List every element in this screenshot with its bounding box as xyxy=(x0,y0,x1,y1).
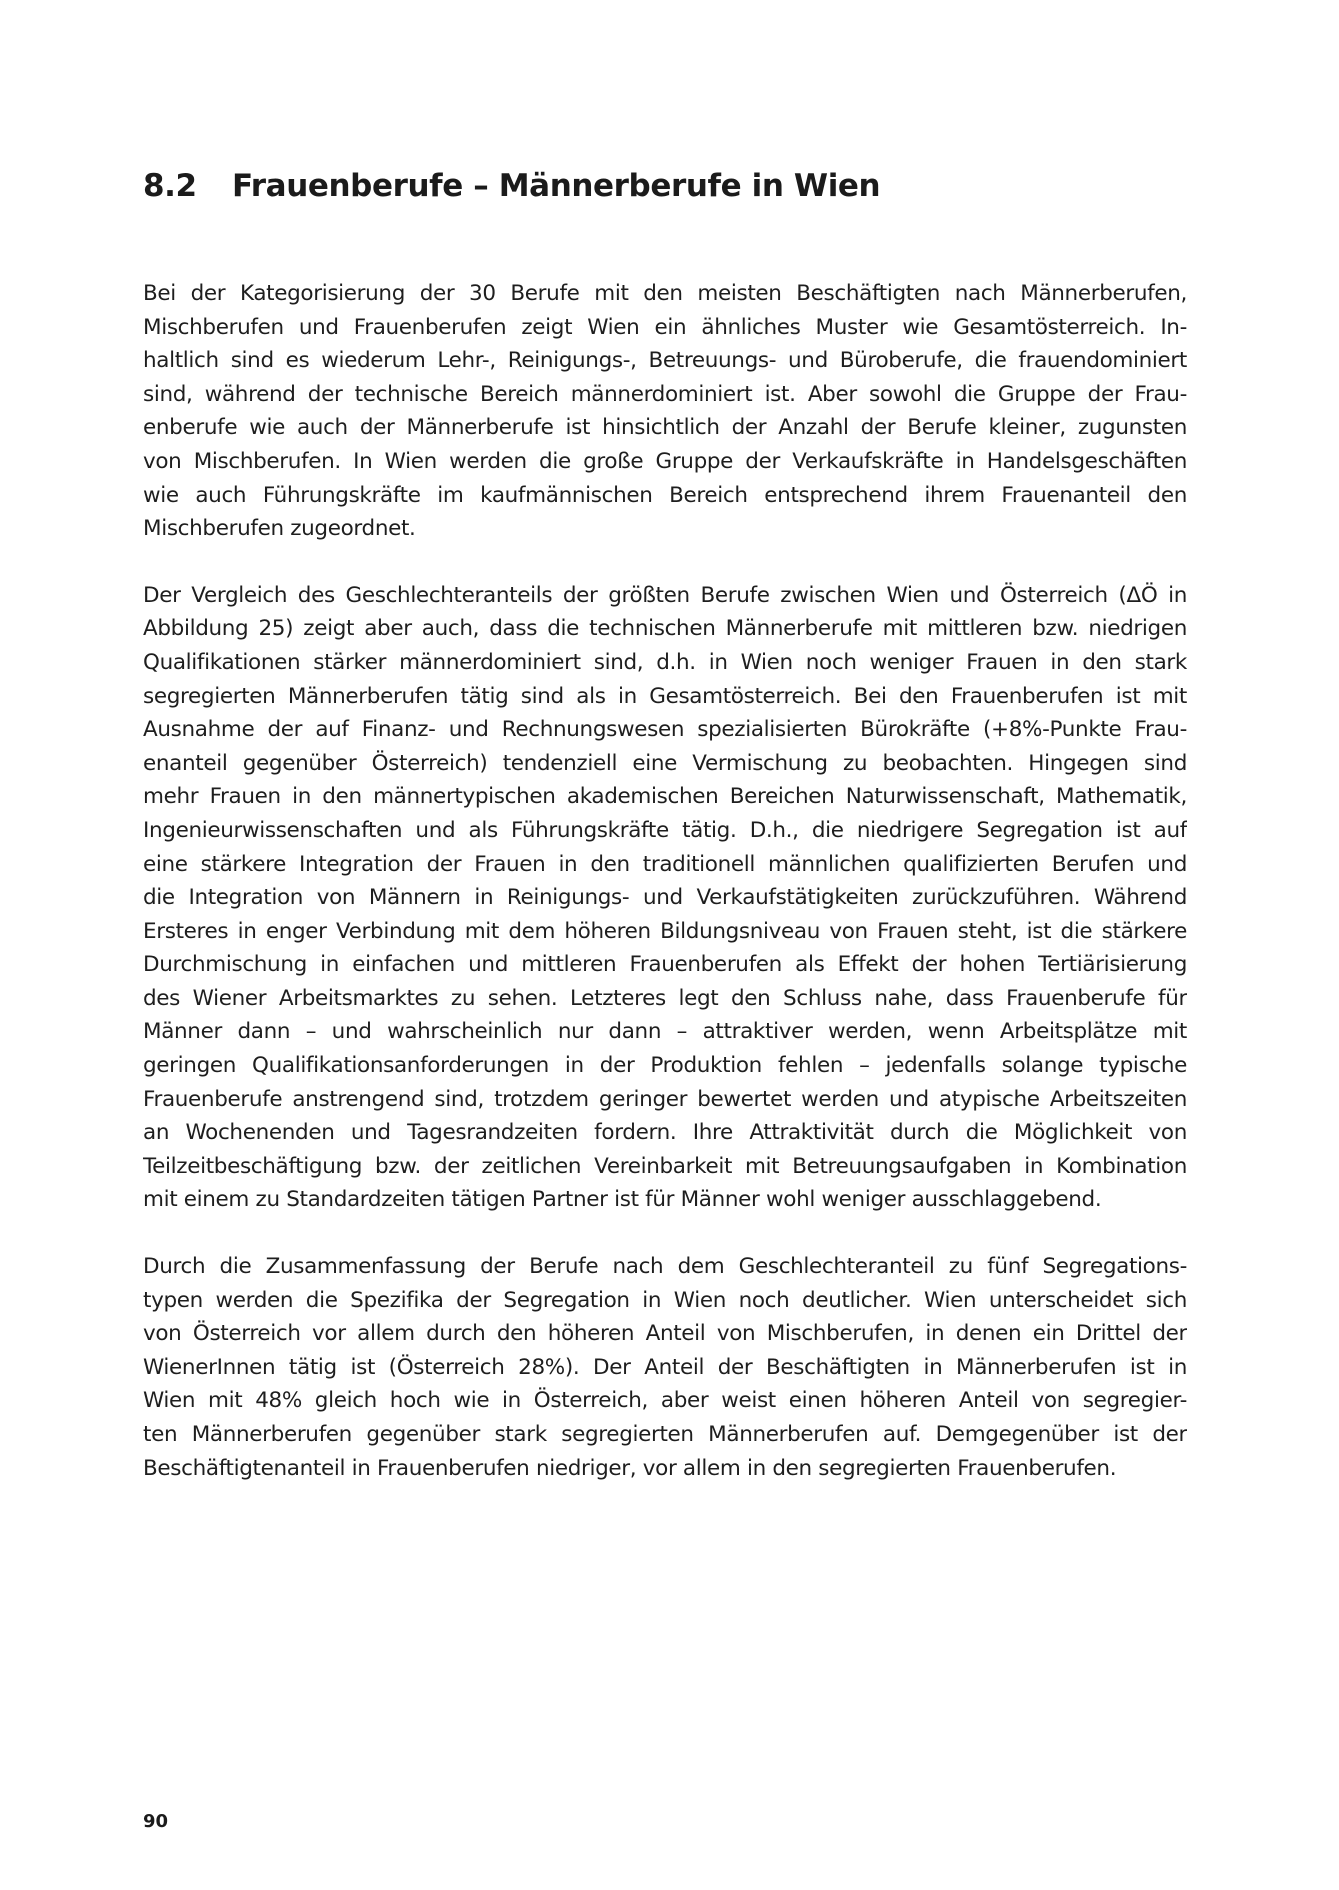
text-line: Ersteres in enger Verbindung mit dem höheren Bildungsniveau von Frauen steht, ist die stärkere xyxy=(143,918,1187,944)
text-line: enanteil gegenüber Österreich) tendenziell eine Vermischung zu beobachten. Hingegen sind xyxy=(143,750,1187,776)
text-line: mit einem zu Standardzeiten tätigen Partner ist für Männer wohl weniger ausschlaggebend. xyxy=(143,1187,1102,1213)
text-line: Durchmischung in einfachen und mittleren Frauenberufen als Effekt der hohen Tertiärisierung xyxy=(143,952,1187,978)
text-line: mehr Frauen in den männertypischen akademischen Bereichen Naturwissenschaft, Mathematik, xyxy=(143,784,1187,810)
text-line: die Integration von Männern in Reinigungs- und Verkaufstätigkeiten zurückzuführen. Während xyxy=(143,885,1187,911)
section-title: Frauenberufe – Männerberufe in Wien xyxy=(232,168,881,204)
text-line: geringen Qualifikationsanforderungen in der Produktion fehlen – jedenfalls solange typische xyxy=(143,1053,1187,1079)
text-line: Frauenberufe anstrengend sind, trotzdem geringer bewertet werden und atypische Arbeitszeiten xyxy=(143,1086,1187,1112)
text-line: Der Vergleich des Geschlechteranteils der größten Berufe zwischen Wien und Österreich (ΔÖ in xyxy=(143,582,1187,608)
text-line: WienerInnen tätig ist (Österreich 28%). Der Anteil der Beschäftigten in Männerberufen ist in xyxy=(143,1354,1187,1380)
text-line: Wien mit 48% gleich hoch wie in Österreich, aber weist einen höheren Anteil von segregier- xyxy=(143,1388,1187,1414)
text-line: Mischberufen zugeordnet. xyxy=(143,516,416,542)
text-line: Männer dann – und wahrscheinlich nur dann – attraktiver werden, wenn Arbeitsplätze mit xyxy=(143,1019,1187,1045)
section-heading xyxy=(143,166,1203,206)
text-line: haltlich sind es wiederum Lehr-, Reinigungs-, Betreuungs- und Büroberufe, die frauendominiert xyxy=(143,348,1187,374)
text-line: ten Männerberufen gegenüber stark segregierten Männerberufen auf. Demgegenüber ist der xyxy=(143,1422,1187,1447)
text-line: enberufe wie auch der Männerberufe ist hinsichtlich der Anzahl der Berufe kleiner, zugunsten xyxy=(143,415,1187,441)
section-number: 8.2 xyxy=(143,168,197,204)
text-line: Mischberufen und Frauenberufen zeigt Wien ein ähnliches Muster wie Gesamtösterreich. In- xyxy=(143,314,1187,340)
text-line: eine stärkere Integration der Frauen in den traditionell männlichen qualifizierten Berufen und xyxy=(143,851,1187,877)
text-line: Teilzeitbeschäftigung bzw. der zeitlichen Vereinbarkeit mit Betreuungsaufgaben in Kombination xyxy=(143,1153,1187,1179)
body-text xyxy=(143,277,1187,1518)
text-line: von Österreich vor allem durch den höheren Anteil von Mischberufen, in denen ein Drittel der xyxy=(143,1321,1187,1347)
text-line: an Wochenenden und Tagesrandzeiten fordern. Ihre Attraktivität durch die Möglichkeit von xyxy=(143,1120,1187,1146)
text-line: wie auch Führungskräfte im kaufmännischen Bereich entsprechend ihrem Frauenanteil den xyxy=(143,482,1187,508)
paragraph-1 xyxy=(143,277,1187,546)
paragraph-2 xyxy=(143,579,1187,1217)
text-line: sind, während der technische Bereich männerdominiert ist. Aber sowohl die Gruppe der Frau- xyxy=(143,381,1187,407)
text-line: des Wiener Arbeitsmarktes zu sehen. Letzteres legt den Schluss nahe, dass Frauenberufe für xyxy=(143,985,1187,1011)
text-line: typen werden die Spezifika der Segregation in Wien noch deutlicher. Wien unterscheidet sich xyxy=(143,1287,1187,1313)
text-line: Beschäftigtenanteil in Frauenberufen niedriger, vor allem in den segregierten Frauenberufen. xyxy=(143,1455,1117,1481)
text-line: Abbildung 25) zeigt aber auch, dass die technischen Männerberufe mit mittleren bzw. niedrigen xyxy=(143,616,1187,642)
paragraph-3 xyxy=(143,1250,1187,1485)
text-line: Ingenieurwissenschaften und als Führungskräfte tätig. D.h., die niedrigere Segregation ist auf xyxy=(143,817,1187,843)
text-line: von Mischberufen. In Wien werden die große Gruppe der Verkaufskräfte in Handelsgeschäften xyxy=(143,448,1187,474)
text-line: Bei der Kategorisierung der 30 Berufe mit den meisten Beschäftigten nach Männerberufen, xyxy=(143,281,1187,306)
page-number: 90 xyxy=(143,1811,169,1832)
text-line: segregierten Männerberufen tätig sind als in Gesamtösterreich. Bei den Frauenberufen ist mit xyxy=(143,683,1187,709)
text-line: Ausnahme der auf Finanz- und Rechnungswesen spezialisierten Bürokräfte (+8%-Punkte Frau- xyxy=(143,717,1187,743)
text-line: Durch die Zusammenfassung der Berufe nach dem Geschlechteranteil zu fünf Segregations- xyxy=(143,1254,1187,1280)
text-line: Qualifikationen stärker männerdominiert sind, d.h. in Wien noch weniger Frauen in den stark xyxy=(143,649,1187,675)
